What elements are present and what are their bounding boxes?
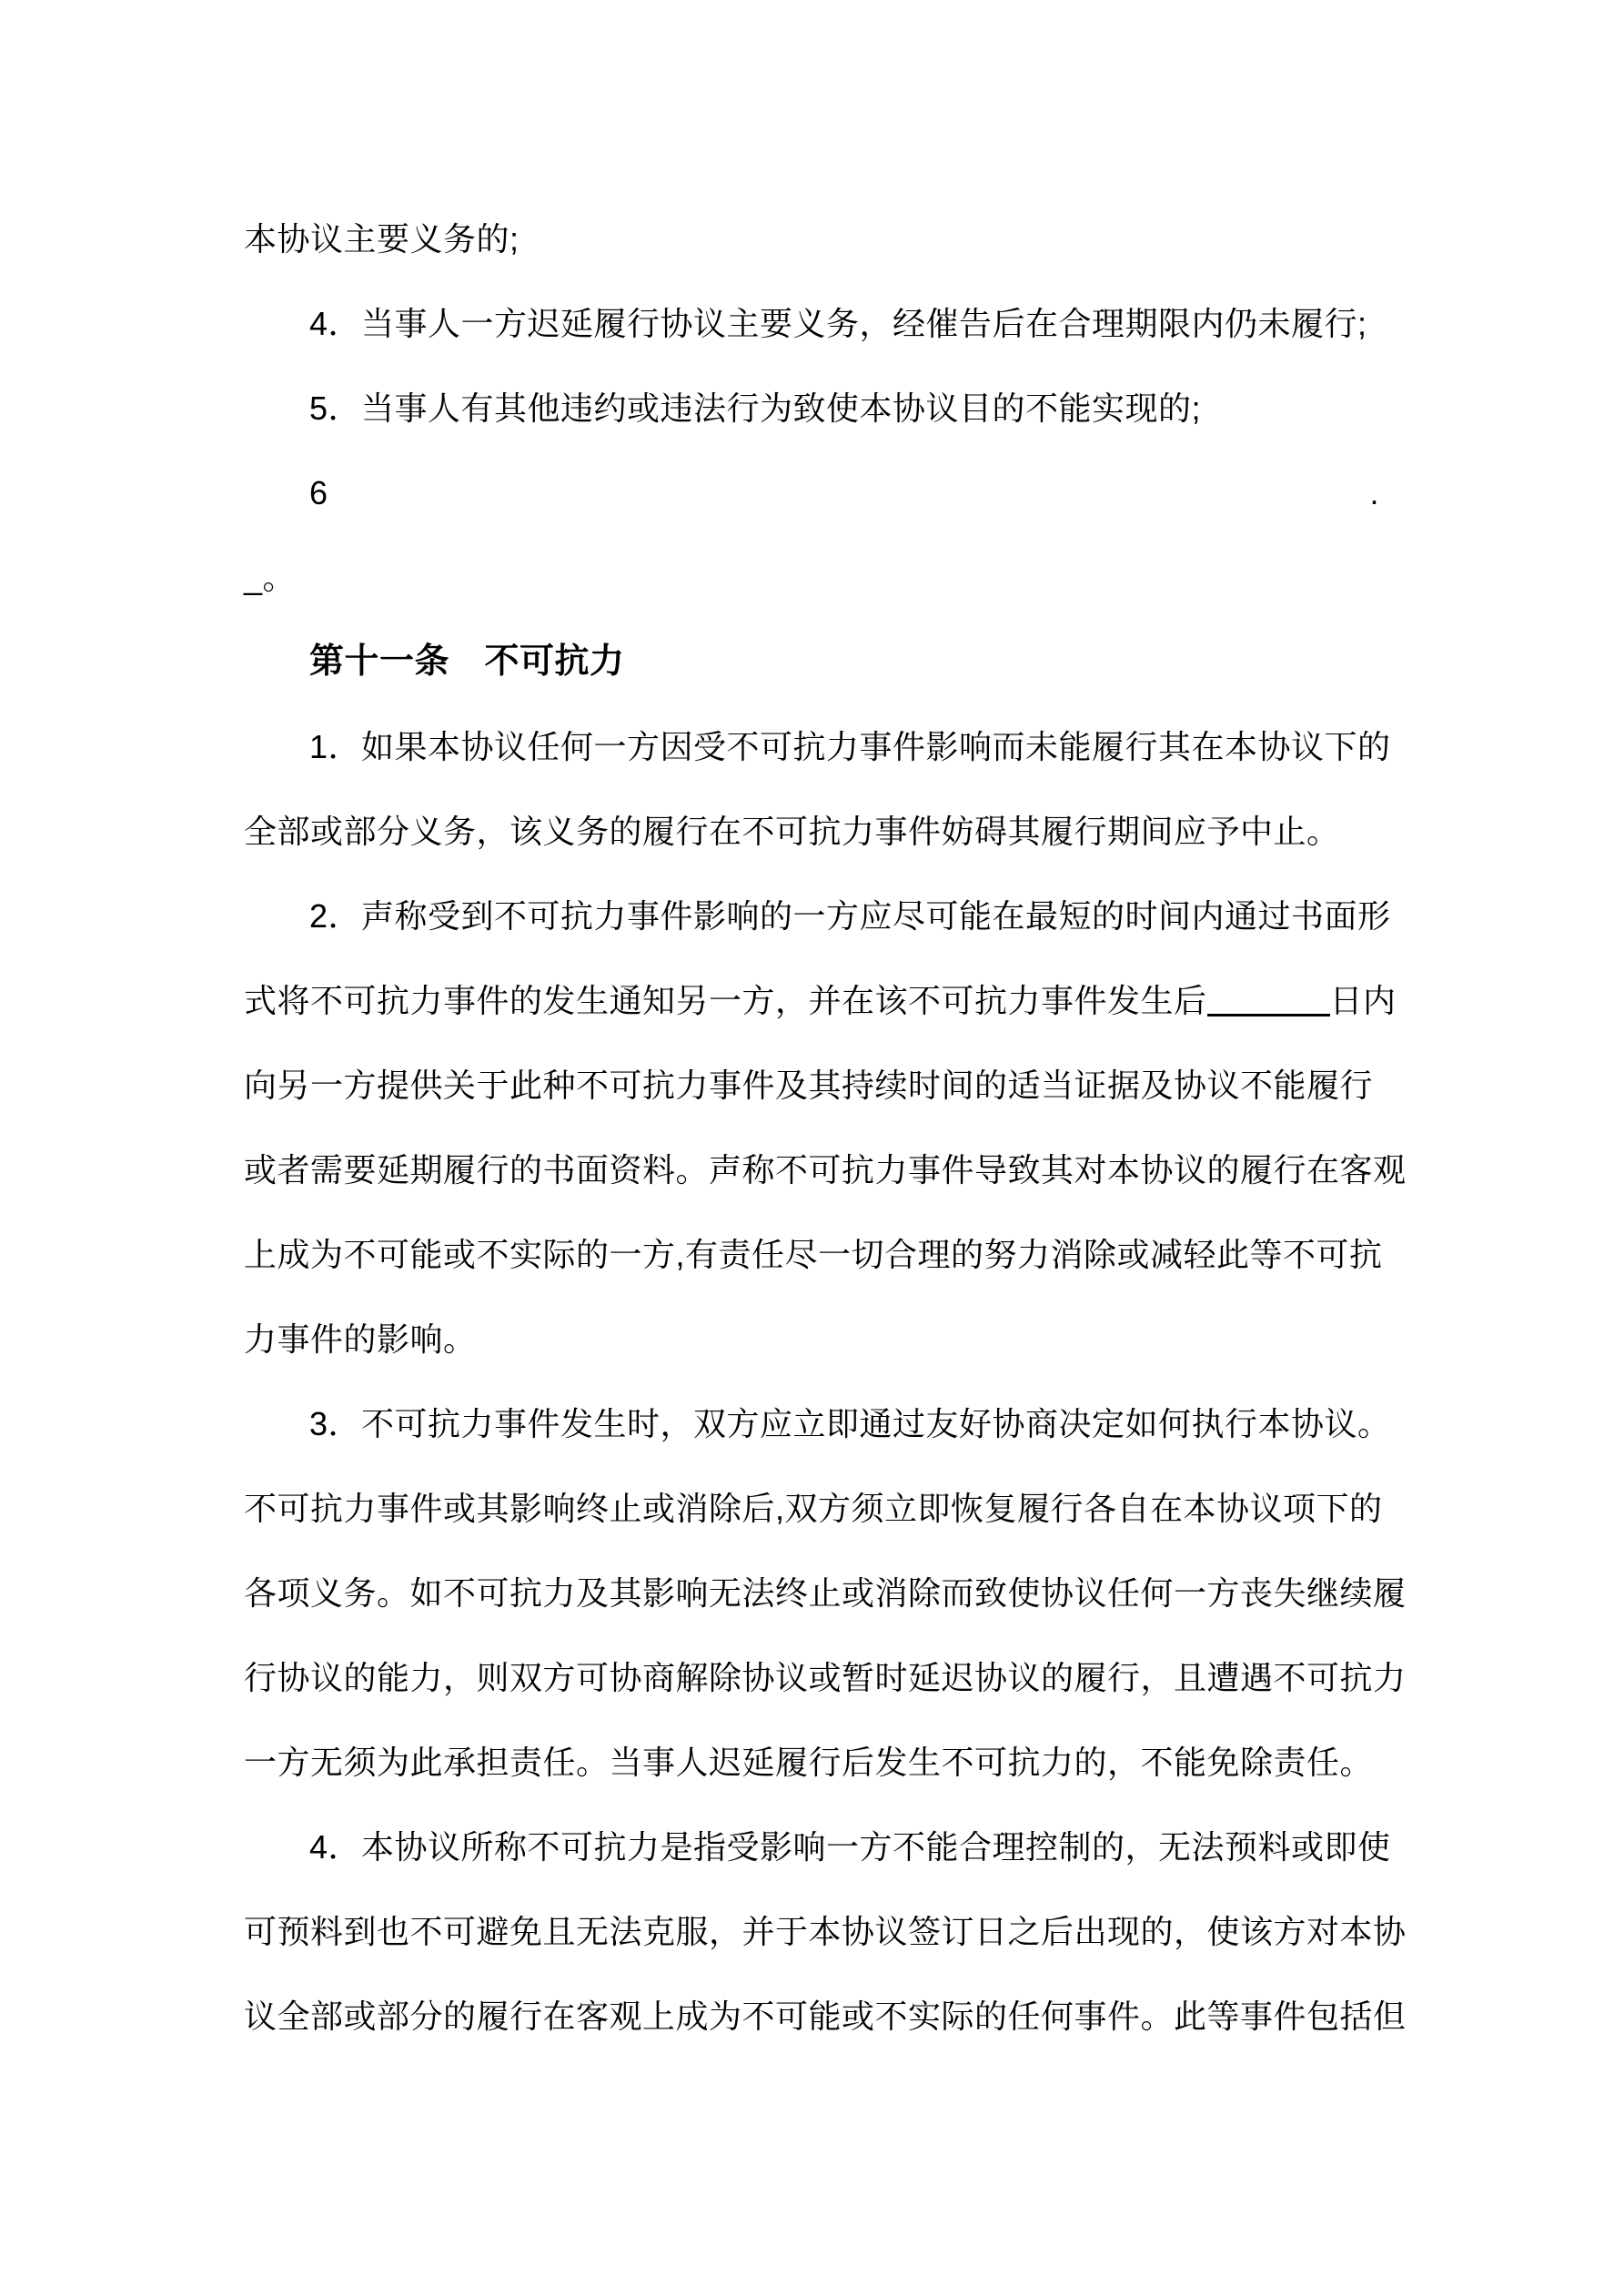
numbered-item-line: 4．当事人一方迟延履行协议主要义务，经催告后在合理期限内仍未履行;	[309, 305, 1367, 342]
text-line: 本协议主要义务的;	[244, 220, 519, 258]
text-line: 上成为不可能或不实际的一方,有责任尽一切合理的努力消除或减轻此等不可抗	[244, 1236, 1383, 1273]
numbered-item-line: 4．本协议所称不可抗力是指受影响一方不能合理控制的，无法预料或即使	[309, 1828, 1391, 1866]
line-end-period: .	[1369, 474, 1379, 511]
text-line: 可预料到也不可避免且无法克服，并于本协议签订日之后出现的，使该方对本协	[244, 1913, 1407, 1950]
text-line: 力事件的影响。	[244, 1320, 477, 1358]
numbered-item-line: 2．声称受到不可抗力事件影响的一方应尽可能在最短的时间内通过书面形	[309, 897, 1391, 935]
text-line: 或者需要延期履行的书面资料。声称不可抗力事件导致其对本协议的履行在客观	[244, 1151, 1407, 1188]
text-line: 向另一方提供关于此种不可抗力事件及其持续时间的适当证据及协议不能履行	[244, 1067, 1374, 1104]
fill-in-blank-underline	[1207, 1012, 1330, 1017]
fill-in-blank-line	[244, 958, 1397, 1043]
numbered-item-line: 5．当事人有其他违约或违法行为致使本协议目的不能实现的;	[309, 389, 1202, 427]
document-body	[244, 197, 1407, 2058]
text-line: 一方无须为此承担责任。当事人迟延履行后发生不可抗力的，不能免除责任。	[244, 1744, 1374, 1781]
text-run: 式将不可抗力事件的发生通知另一方，并在该不可抗力事件发生后	[244, 982, 1207, 1019]
blank-tail-line: _。	[244, 559, 297, 596]
numbered-item-line: 1．如果本协议任何一方因受不可抗力事件影响而未能履行其在本协议下的	[309, 728, 1391, 765]
article-heading: 第十一条 不可抗力	[309, 642, 625, 681]
text-line: 行协议的能力，则双方可协商解除协议或暂时延迟协议的履行，且遭遇不可抗力	[244, 1659, 1407, 1696]
text-line: 全部或部分义务，该义务的履行在不可抗力事件妨碍其履行期间应予中止。	[244, 813, 1340, 850]
clause-6-blank-line	[244, 450, 1379, 535]
text-line: 不可抗力事件或其影响终止或消除后,双方须立即恢复履行各自在本协议项下的	[244, 1490, 1383, 1527]
clause-number: 6	[309, 474, 328, 511]
numbered-item-line: 3．不可抗力事件发生时，双方应立即通过友好协商决定如何执行本协议。	[309, 1405, 1391, 1442]
text-line: 议全部或部分的履行在客观上成为不可能或不实际的任何事件。此等事件包括但	[244, 1998, 1407, 2035]
text-line: 各项义务。如不可抗力及其影响无法终止或消除而致使协议任何一方丧失继续履	[244, 1574, 1407, 1612]
text-run: 日内	[1329, 982, 1397, 1019]
